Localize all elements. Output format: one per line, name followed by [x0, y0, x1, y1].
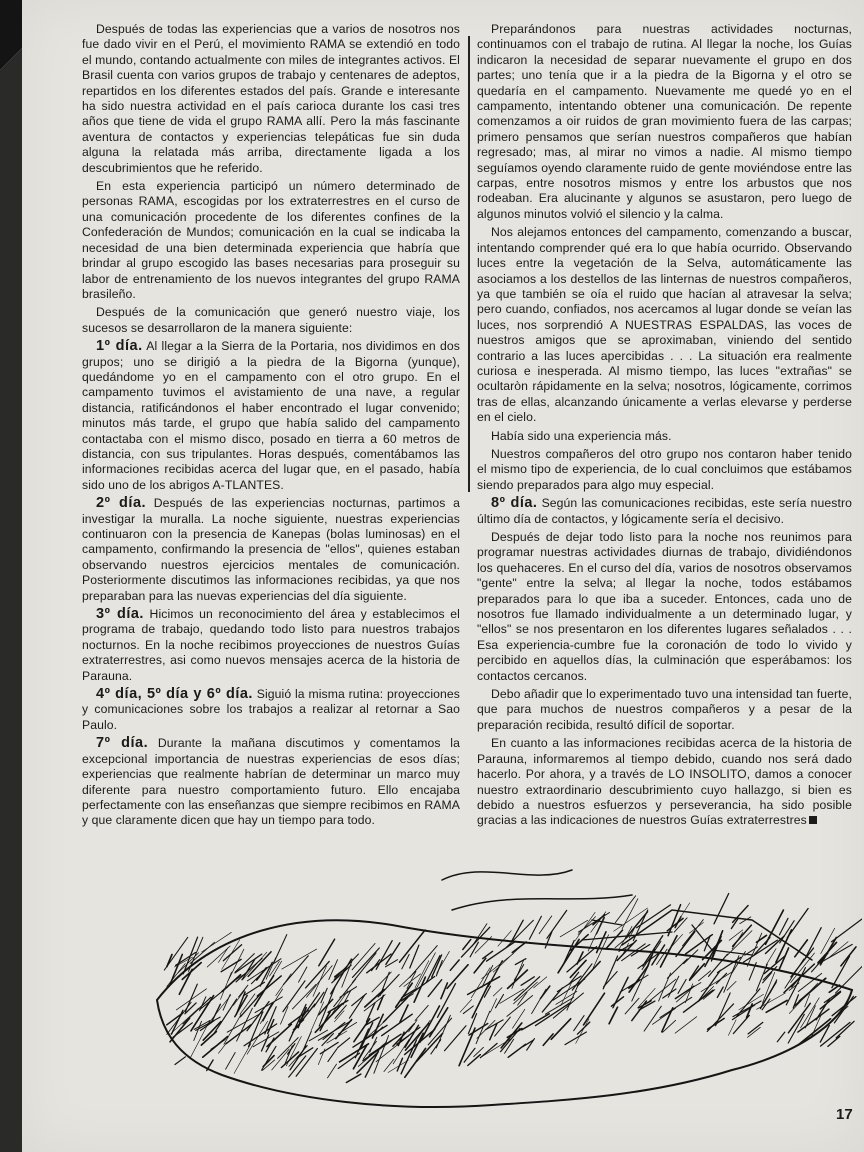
sketch-stroke — [459, 1028, 475, 1066]
sketch-stroke — [468, 977, 500, 995]
sketch-stroke — [507, 1029, 522, 1038]
sketch-stroke — [493, 988, 502, 996]
page-number: 17 — [836, 1106, 853, 1123]
sketch-stroke — [515, 959, 526, 965]
sketch-stroke — [319, 939, 335, 966]
sketch-stroke — [820, 992, 840, 1009]
sketch-stroke — [527, 1039, 535, 1051]
sketch-stroke — [832, 956, 850, 988]
sketch-stroke — [667, 959, 687, 978]
paragraph-text: Después de la comunicación que generó nuestro viaje, los sucesos se desarrollaron de la manera siguiente: — [82, 305, 460, 335]
sketch-stroke — [534, 977, 547, 988]
sketch-stroke — [795, 940, 808, 957]
sketch-stroke — [676, 932, 695, 957]
paragraph — [477, 22, 852, 222]
sketch-stroke — [207, 946, 230, 967]
sketch-stroke — [676, 986, 694, 1002]
sketch-stroke — [707, 1004, 733, 1032]
paragraph-text: Después de todas las experiencias que a varios de nosotros nos fue dado vivir en el Perú, el movimiento RAMA se extendió en todo el mundo, contando actualmente con miles de integrantes activos. El Brasil cuenta con varios grupos de trabajo y centenares de adeptos, repartidos en los diferentes estados del país. Grande e interesante ha sido nuestra actividad en el país carioca durante los casi tres años que tiene de vida el grupo RAMA allí. Pero la más fascinante aventura de contactos y experiencias telepáticas fue sin duda alguna la relatada más arriba, directamente ligada a los descubrimientos que he referido. — [82, 22, 460, 175]
end-of-article-mark — [809, 816, 817, 824]
sketch-stroke — [346, 1074, 360, 1082]
sketch-stroke — [265, 1007, 276, 1034]
sketch-stroke — [428, 980, 442, 997]
sketch-stroke — [386, 943, 400, 965]
sketch-stroke — [545, 997, 573, 1014]
sketch-stroke — [490, 999, 496, 1013]
sketch-stroke — [328, 1049, 337, 1062]
sketch-stroke — [609, 1007, 617, 1024]
sketch-stroke — [226, 1053, 236, 1070]
sketch-stroke — [714, 894, 729, 924]
sketch-stroke — [818, 942, 837, 962]
sketch-stroke — [243, 952, 267, 979]
sketch-stroke — [684, 990, 714, 1012]
sketch-stroke — [727, 931, 752, 956]
sketch-stroke — [400, 930, 426, 962]
sketch-stroke — [728, 1020, 736, 1036]
sketch-stroke — [529, 916, 541, 939]
sketch-stroke — [183, 997, 211, 1024]
sketch-stroke — [328, 1064, 337, 1078]
sketch-stroke — [482, 954, 514, 979]
sketch-stroke — [224, 1015, 241, 1045]
sketch-stroke — [593, 935, 609, 969]
sketch-stroke — [211, 1040, 226, 1050]
sketch-stroke — [565, 1032, 586, 1045]
paragraph-text: Preparándonos para nuestras actividades nocturnas, continuamos con el trabajo de rutina. Al llegar la noche, los Guías indicaron la necesidad de separar nuevamente el grupo en dos partes; uno tenía que ir a la piedra de la Bigorna y el otro se quedaría en el campamento. Nuevamente me quedé yo en el campamento, intentando obtener una comunicación. De repente comenzamos a oir ruidos de gran movimiento fuera de las carpas; primero pensamos que serían nuestros compañeros que habían regresado; mas, al mirar no vimos a nadie. Al mismo tiempo seguíamos oyendo claramente ruido de gente moviéndose entre las carpas, entre nosotros mismos y entre los arbustos que nos rodeaban. Era alucinante y algunos se asustaron, pero luego de algunos minutos volvió el silencio y la calma. — [477, 22, 852, 221]
sketch-stroke — [744, 940, 778, 962]
sketch-stroke — [632, 964, 649, 1001]
sketch-stroke — [512, 942, 526, 953]
sketch-stroke — [496, 995, 504, 1008]
sketch-stroke — [309, 1030, 327, 1041]
sketch-stroke — [834, 996, 853, 1023]
sketch-stroke — [382, 1014, 413, 1035]
day-heading: 8º día. — [491, 495, 538, 512]
sketch-stroke — [460, 1000, 472, 1013]
day-heading: 3º día. — [96, 606, 144, 623]
sketch-stroke — [606, 930, 622, 949]
sketch-stroke — [512, 920, 523, 941]
paragraph-text: Siguió la misma rutina: proyecciones y comunicaciones sobre los trabajos a realizar al retornar a Sao Paulo. — [82, 687, 460, 732]
sketch-stroke — [717, 987, 723, 998]
sketch-stroke — [472, 924, 487, 947]
sketch-stroke — [799, 978, 826, 1001]
sketch-stroke — [663, 989, 676, 998]
sketch-stroke — [283, 956, 308, 985]
paragraph — [477, 736, 852, 828]
sketch-stroke — [493, 947, 520, 972]
sketch-stroke — [732, 932, 743, 949]
sketch-stroke — [378, 996, 384, 1010]
paragraph — [82, 736, 460, 828]
paragraph-text: Durante la mañana discutimos y comentamos la excepcional importancia de nuestras experiencias de esos días; experiencias que realmente habrían de determinar un marco muy diferente para nuestro comportamiento futuro. Ello encajaba perfectamente con las enseñanzas que siempre recibimos en RAMA y que claramente dicen que hay un tiempo para todo. — [82, 736, 460, 828]
sketch-stroke — [836, 1021, 854, 1038]
paragraph-text: Al llegar a la Sierra de la Portaria, nos dividimos en dos grupos; uno se dirigió a la piedra de la Bigorna (yunque), quedándome yo en el campamento con el otro grupo. En el campamento tuvimos el avistamiento de una nave, a regular distancia, ratificándonos el haber encontrado el lugar convenido; minutos más tarde, el grupo que había salido del campamento contactaba con el mismo disco, posado en tierra a 60 metros de distancia, con sus tripulantes. Horas después, comentábamos las informaciones recibidas acerca del lugar que, en el pasado, había sido uno de los abrigos A-TLANTES. — [82, 339, 460, 492]
paragraph — [82, 22, 460, 176]
sketch-stroke — [708, 1018, 725, 1029]
sketch-stroke — [299, 967, 307, 982]
sketch-stroke — [338, 1038, 350, 1048]
sketch-stroke — [407, 971, 416, 988]
paragraph — [82, 179, 460, 302]
sketch-stroke — [266, 1038, 274, 1052]
paragraph — [477, 496, 852, 527]
sketch-stroke — [675, 1017, 697, 1033]
sketch-stroke — [508, 1044, 525, 1057]
left-column — [82, 22, 460, 832]
paragraph-text: Hicimos un reconocimiento del área y establecimos el programa de trabajo, quedando todo listo para nuestros trabajos nocturnos. En la noche recibimos proyecciones de nuestros Guías extraterrestres, asi como nuevos mensajes acerca de la historia de Parauna. — [82, 607, 460, 683]
day-heading: 1º día. — [96, 338, 143, 355]
sketch-stroke — [445, 1026, 467, 1051]
paragraph — [82, 607, 460, 684]
sketch-stroke — [415, 1005, 428, 1020]
sketch-stroke — [508, 970, 528, 988]
sketch-stroke — [578, 917, 596, 935]
sketch-stroke — [313, 966, 327, 997]
sketch-stroke — [614, 908, 648, 931]
paragraph-text: Nuestros compañeros del otro grupo nos contaron haber tenido el mismo tipo de experiencia, de lo cual concluimos que estábamos siendo preparados para algo muy especial. — [477, 446, 852, 492]
sketch-stroke — [763, 973, 772, 983]
sketch-stroke — [577, 952, 583, 964]
sketch-stroke — [514, 977, 540, 1001]
sketch-stroke — [777, 1032, 785, 1042]
paragraph-text: Después de las experiencias nocturnas, partimos a investigar la muralla. La noche siguiente, nuestras experiencias continuaron con la presencia de Kanepas (bolas luminosas) en el campamento, confirmando la presencia de "ellos", quienes estaban observando nuestros ejercicios mentales de comunicación. Posteriormente discutimos las informaciones recibidas, ya que nos preparaban para las nuevas experiencias del día siguiente. — [82, 496, 460, 603]
paragraph-text: En cuanto a las informaciones recibidas acerca de la historia de Parauna, informaremos al tiempo debido, cuando nos será dado hacerlo. Por ahora, y a través de LO INSOLITO, damos a conocer nuestro extraordinario descubrimiento cuyo hallazgo, si bien es debido a nuestros esfuerzos y perseverancia, ha sido posible gracias a las indicaciones de nuestros Guías extraterrestres — [477, 736, 852, 828]
sketch-stroke — [828, 942, 848, 959]
sketch-stroke — [334, 1011, 344, 1022]
sketch-stroke — [234, 1044, 251, 1074]
sketch-stroke — [522, 1014, 550, 1030]
paragraph-text: Nos alejamos entonces del campamento, comenzando a buscar, intentando comprender qué era lo que había ocurrido. Observando luces entre la vegetación de la Selva, automáticamente las asociamos a los destellos de las linternas de nuestros compañeros, ya que también se oía el ruido que hacían al atravesar la selva; pero cuando, confiados, nos acercamos al lugar donde se veían las luces, nos sorprendió A NUESTRAS ESPALDAS, las voces de nuestros amigos que se aproximaban, viniendo del sentido contrario a las luces apercibidas . . . La situación era realmente curiosa e inesperada. Al mismo tiempo, las luces "extrañas" se ocultaròn rápidamente en la selva; nosotros, lógicamente, corrimos tras de ellas, alcanzando únicamente a verlas elevarse y perderse en el cielo. — [477, 225, 852, 425]
sketch-stroke — [293, 985, 316, 1009]
sketch-stroke — [349, 996, 364, 1019]
sketch-stroke — [436, 961, 442, 976]
sketch-stroke — [644, 1006, 661, 1031]
sketch-stroke — [832, 917, 863, 941]
sketch-stroke — [539, 916, 552, 934]
paragraph — [477, 530, 852, 684]
sketch-stroke — [791, 948, 814, 977]
sketch-stroke — [450, 960, 459, 970]
sketch-stroke — [436, 1015, 450, 1048]
sketch-stroke — [447, 965, 468, 989]
sketch-stroke — [513, 1009, 525, 1028]
sketch-stroke — [629, 966, 648, 992]
paragraph — [82, 339, 460, 493]
paragraph — [82, 496, 460, 604]
paragraph — [477, 687, 852, 733]
day-heading: 7º día. — [96, 735, 149, 752]
sketch-stroke — [303, 1031, 312, 1051]
sketch-stroke — [501, 1029, 520, 1052]
sketch-stroke — [383, 997, 407, 1022]
sketch-stroke — [397, 1058, 402, 1071]
magazine-page — [22, 0, 864, 1152]
sketch-stroke — [712, 931, 723, 958]
sketch-stroke — [551, 1019, 571, 1040]
sketch-stroke — [441, 983, 448, 999]
sketch-stroke — [299, 993, 319, 1022]
paragraph-text: Después de dejar todo listo para la noche nos reunimos para programar nuestras actividades diurnas de trabajo, dividiéndonos los quehaceres. En el curso del día, varios de nosotros observamos "gente" entre la selva; al llegar la noche, todos estábamos preparados para lo que iba a suceder. Entonces, cada uno de nosotros fue llamado individualmente a un determinado lugar, y "ellos" se nos presentaron en los diferentes lugares señalados . . . Esa experiencia-cumbre fue la coronación de todo lo vivido y percibido en aquellos días, la culminación que esperábamos: los contactos cercanos. — [477, 530, 852, 683]
paragraph — [82, 687, 460, 733]
sketch-stroke — [678, 980, 686, 994]
sketch-stroke — [824, 991, 840, 1002]
pen-sketch-illustration — [152, 850, 862, 1115]
sketch-stroke — [727, 981, 736, 990]
sketch-stroke — [332, 965, 351, 983]
sketch-stroke — [536, 1003, 570, 1026]
sketch-stroke — [402, 954, 409, 969]
paragraph — [477, 225, 852, 425]
sketch-stroke — [167, 964, 186, 987]
sketch-stroke — [487, 941, 516, 961]
sketch-stroke — [637, 905, 671, 928]
sketch-stroke — [296, 1049, 317, 1077]
right-column — [477, 22, 852, 832]
paragraph-text: Debo añadir que lo experimentado tuvo una intensidad tan fuerte, que para muchos de nuestros compañeros y a pesar de la preparación recibida, resultó difícil de soportar. — [477, 687, 852, 732]
sketch-stroke — [353, 948, 380, 977]
paragraph-text: En esta experiencia participó un número determinado de personas RAMA, escogidas por los extraterrestres en el curso de una comunicación procedente de los diferentes confines de la Confederación de Mundos; comunicación en la cual se indicaba la necesidad de una bien determinada experiencia que habría que brindar al grupo escogido las bases necesarias para proseguir su labor de entrenamiento de los nuevos integrantes del grupo RAMA brasileño. — [82, 179, 460, 301]
sketch-stroke — [748, 1022, 763, 1034]
sketch-stroke — [603, 956, 617, 989]
sketch-stroke — [367, 954, 391, 973]
paragraph — [477, 447, 852, 493]
day-heading: 4º día, 5º día y 6º día. — [96, 686, 253, 703]
column-divider — [468, 36, 470, 492]
sketch-stroke — [480, 1043, 497, 1057]
paragraph-text: Había sido una experiencia más. — [491, 428, 672, 443]
paragraph — [477, 429, 852, 444]
sketch-stroke — [558, 939, 579, 972]
sketch-stroke — [576, 1019, 589, 1044]
sketch-stroke — [223, 945, 241, 961]
sketch-stroke — [613, 977, 628, 1008]
sketch-stroke — [474, 958, 486, 973]
sketch-stroke — [175, 1057, 185, 1065]
sketch-stroke — [760, 982, 776, 1009]
sketch-stroke — [668, 976, 679, 997]
sketch-stroke — [223, 994, 230, 1010]
sketch-stroke — [668, 934, 683, 950]
day-heading: 2º día. — [96, 495, 147, 512]
sketch-stroke — [661, 936, 678, 967]
sketch-stroke — [547, 910, 567, 938]
sketch-stroke — [482, 1039, 511, 1057]
sketch-stroke — [683, 920, 704, 946]
sketch-stroke — [584, 993, 605, 1025]
sketch-stroke — [832, 997, 856, 1016]
paragraph-text: Según las comunicaciones recibidas, este sería nuestro último día de contactos, y lógicamente sería el decisivo. — [477, 496, 852, 526]
sketch-stroke — [660, 997, 692, 1017]
sketch-stroke — [171, 1008, 199, 1034]
paragraph — [82, 305, 460, 336]
